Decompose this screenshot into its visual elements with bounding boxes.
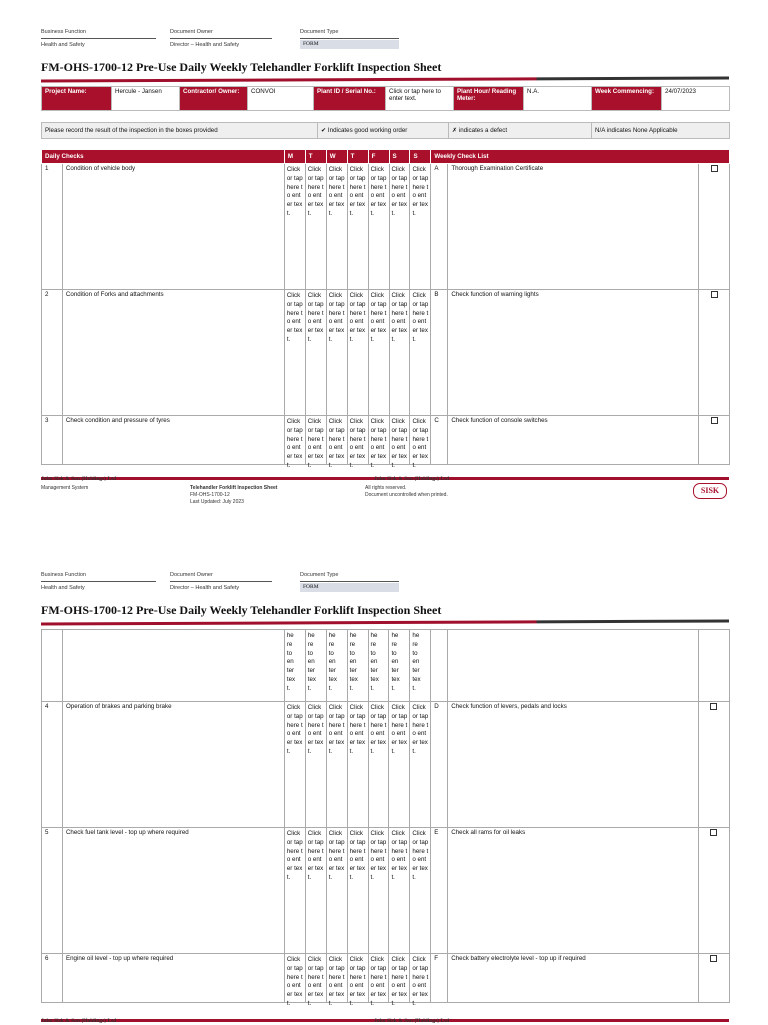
business-function-value: Health and Safety xyxy=(41,42,85,48)
day-input-4[interactable]: Click or tap here to enter text. xyxy=(368,164,389,290)
weekly-checkbox[interactable] xyxy=(699,416,730,465)
weekly-label: Check all rams for oil leaks xyxy=(448,828,699,954)
day-input-0[interactable]: Click or tap here to enter text. xyxy=(284,828,305,954)
footer-rights-company: John Sisk & Son (Holdings) Ltd xyxy=(374,1018,450,1024)
footer-uncontrolled: Document uncontrolled when printed. xyxy=(365,492,448,498)
document-type-label: Document Type xyxy=(300,572,339,578)
table-row xyxy=(42,702,730,828)
daily-checks-header: Daily Checks xyxy=(42,150,285,164)
table-row xyxy=(42,290,730,416)
day-input-0[interactable]: Click or tap here to enter text. xyxy=(284,702,305,828)
day-input-text: Click or tap here to enter text. xyxy=(370,956,387,1007)
title-rule xyxy=(41,76,729,82)
footer-updated: Last Updated: July 2023 xyxy=(190,499,244,505)
checkbox-icon xyxy=(710,703,717,710)
day-header-mon: M xyxy=(284,150,305,164)
weekly-checkbox[interactable] xyxy=(699,164,730,290)
day-input-3[interactable]: Click or tap here to enter text. xyxy=(347,828,368,954)
weekly-label: Check function of console switches xyxy=(448,416,699,465)
checkbox-icon xyxy=(710,829,717,836)
check-label: Condition of vehicle body xyxy=(62,164,284,290)
daily-checks-table-continued xyxy=(41,629,730,1007)
weekly-letter: F xyxy=(431,954,448,1003)
day-input-2[interactable]: Click or tap here to enter text. xyxy=(326,828,347,954)
check-number: 3 xyxy=(42,416,63,465)
week-label: Week Commencing: xyxy=(592,87,662,111)
business-function-label: Business Function xyxy=(41,572,86,578)
day-input-3[interactable]: Click or tap here to enter text. xyxy=(347,702,368,828)
day-input-text: Click or tap here to enter text. xyxy=(391,956,408,1007)
day-header-wed: W xyxy=(326,150,347,164)
check-label: Check condition and pressure of tyres xyxy=(62,416,284,465)
day-input-continued[interactable]: he re to en ter tex t. xyxy=(389,630,410,702)
daily-checks-table xyxy=(41,149,730,469)
day-header-sat: S xyxy=(389,150,410,164)
check-label: Condition of Forks and attachments xyxy=(62,290,284,416)
weekly-letter: A xyxy=(431,164,448,290)
weekly-letter: C xyxy=(431,416,448,465)
check-number: 2 xyxy=(42,290,63,416)
weekly-checkbox[interactable] xyxy=(698,702,729,828)
company-logo: SISK xyxy=(693,483,727,499)
day-input-5[interactable] xyxy=(389,954,410,1007)
weekly-label: Thorough Examination Certificate xyxy=(448,164,699,290)
legend-instruction: Please record the result of the inspection in the boxes provided xyxy=(42,123,318,139)
day-input-text: Click or tap here to enter text. xyxy=(286,418,303,469)
contractor-label: Contractor/ Owner: xyxy=(180,87,248,111)
day-input-2[interactable] xyxy=(326,416,347,469)
table-row xyxy=(42,954,730,1003)
weekly-checkbox[interactable] xyxy=(699,290,730,416)
day-input-continued[interactable]: he re to en ter tex t. xyxy=(368,630,389,702)
weekly-checkbox[interactable] xyxy=(698,954,729,1003)
day-input-0[interactable]: Click or tap here to enter text. xyxy=(284,164,305,290)
plant-hour-field[interactable]: N.A. xyxy=(524,87,592,111)
day-input-text: Click or tap here to enter text. xyxy=(328,418,345,469)
day-input-5[interactable] xyxy=(389,416,410,469)
day-input-3[interactable]: Click or tap here to enter text. xyxy=(347,290,368,416)
divider xyxy=(41,581,156,582)
day-input-5[interactable]: Click or tap here to enter text. xyxy=(389,828,410,954)
document-owner-value: Director – Health and Safety xyxy=(170,585,240,591)
business-function-value: Health and Safety xyxy=(41,585,85,591)
document-type-label: Document Type xyxy=(300,29,339,35)
day-input-6[interactable]: Click or tap here to enter text. xyxy=(410,164,431,290)
contractor-field[interactable]: CONVOI xyxy=(248,87,314,111)
weekly-label: Check function of warning lights xyxy=(448,290,699,416)
check-number: 1 xyxy=(42,164,63,290)
project-info-table xyxy=(41,86,730,111)
divider xyxy=(170,38,272,39)
table-row xyxy=(42,828,730,954)
plant-hour-label: Plant Hour/ Reading Meter: xyxy=(454,87,524,111)
footer-system: Management System xyxy=(41,485,89,491)
document-owner-label: Document Owner xyxy=(170,572,213,578)
day-input-continued[interactable]: he re to en ter tex t. xyxy=(284,630,305,702)
legend-na: N/A indicates None Applicable xyxy=(592,123,730,139)
footer-rights-company: John Sisk & Son (Holdings) Ltd xyxy=(374,476,450,482)
day-input-5[interactable]: Click or tap here to enter text. xyxy=(389,702,410,828)
day-input-1[interactable]: Click or tap here to enter text. xyxy=(305,290,326,416)
title-rule xyxy=(41,619,729,625)
day-input-6[interactable] xyxy=(410,954,431,1007)
legend-good: ✔ Indicates good working order xyxy=(318,123,449,139)
day-input-6[interactable]: Click or tap here to enter text. xyxy=(410,702,431,828)
document-owner-label: Document Owner xyxy=(170,29,213,35)
day-input-continued[interactable]: he re to en ter tex t. xyxy=(326,630,347,702)
day-input-6[interactable]: Click or tap here to enter text. xyxy=(410,828,431,954)
check-number: 5 xyxy=(42,828,63,954)
day-input-1[interactable] xyxy=(305,954,326,1007)
checkbox-icon xyxy=(711,291,718,298)
checkbox-icon xyxy=(711,165,718,172)
week-field[interactable]: 24/07/2023 xyxy=(662,87,730,111)
day-input-4[interactable]: Click or tap here to enter text. xyxy=(368,828,389,954)
weekly-letter: D xyxy=(431,702,448,828)
footer-company: John Sisk & Son (Holdings) Ltd xyxy=(41,1018,117,1024)
day-input-continued[interactable]: he re to en ter tex t. xyxy=(347,630,368,702)
plant-id-field[interactable]: Click or tap here to enter text. xyxy=(386,87,454,111)
page-title: FM-OHS-1700-12 Pre-Use Daily Weekly Telehandler Forklift Inspection Sheet xyxy=(41,60,442,74)
day-input-text: Click or tap here to enter text. xyxy=(349,418,366,469)
check-number: 4 xyxy=(42,702,63,828)
footer-company: John Sisk & Son (Holdings) Ltd xyxy=(41,476,117,482)
day-input-0[interactable] xyxy=(284,416,305,469)
day-input-2[interactable]: Click or tap here to enter text. xyxy=(326,290,347,416)
page-title: FM-OHS-1700-12 Pre-Use Daily Weekly Telehandler Forklift Inspection Sheet xyxy=(41,603,442,617)
footer-sheet-title: Telehandler Forklift Inspection Sheet xyxy=(190,485,278,491)
day-header-thu: T xyxy=(347,150,368,164)
table-row xyxy=(42,164,730,290)
day-input-0[interactable] xyxy=(284,954,305,1007)
day-input-5[interactable]: Click or tap here to enter text. xyxy=(389,164,410,290)
project-name-label: Project Name: xyxy=(42,87,112,111)
check-number: 6 xyxy=(42,954,63,1003)
day-input-6[interactable] xyxy=(410,416,431,469)
document-owner-value: Director – Health and Safety xyxy=(170,42,240,48)
day-input-text: Click or tap here to enter text. xyxy=(412,418,429,469)
check-label: Engine oil level - top up where required xyxy=(62,954,284,1003)
day-input-text: Click or tap here to enter text. xyxy=(307,418,324,469)
day-input-6[interactable]: Click or tap here to enter text. xyxy=(410,290,431,416)
weekly-letter: B xyxy=(431,290,448,416)
day-input-1[interactable] xyxy=(305,416,326,469)
day-input-2[interactable] xyxy=(326,954,347,1007)
day-input-text: Click or tap here to enter text. xyxy=(370,418,387,469)
day-input-1[interactable]: Click or tap here to enter text. xyxy=(305,828,326,954)
day-input-text: Click or tap here to enter text. xyxy=(391,418,408,469)
plant-id-label: Plant ID / Serial No.: xyxy=(314,87,386,111)
document-type-field[interactable]: FORM xyxy=(300,40,399,49)
day-input-4[interactable]: Click or tap here to enter text. xyxy=(368,702,389,828)
day-input-1[interactable]: Click or tap here to enter text. xyxy=(305,164,326,290)
day-input-3[interactable] xyxy=(347,954,368,1007)
divider xyxy=(300,581,399,582)
project-name-field[interactable]: Hercule - Jansen xyxy=(112,87,180,111)
weekly-header: Weekly Check List xyxy=(431,150,730,164)
day-input-3[interactable] xyxy=(347,416,368,469)
day-input-text: Click or tap here to enter text. xyxy=(328,956,345,1007)
page-2 xyxy=(0,545,768,1024)
day-header-fri: F xyxy=(368,150,389,164)
divider xyxy=(300,38,399,39)
divider xyxy=(41,38,156,39)
check-label: Operation of brakes and parking brake xyxy=(62,702,284,828)
day-input-2[interactable]: Click or tap here to enter text. xyxy=(326,164,347,290)
day-input-continued[interactable]: he re to en ter tex t. xyxy=(305,630,326,702)
weekly-letter: E xyxy=(431,828,448,954)
weekly-label: Check battery electrolyte level - top up if required xyxy=(448,954,699,1003)
footer-rights: All rights reserved. xyxy=(365,485,407,491)
day-input-text: Click or tap here to enter text. xyxy=(307,956,324,1007)
day-input-text: Click or tap here to enter text. xyxy=(286,956,303,1007)
day-input-4[interactable] xyxy=(368,416,389,469)
day-input-2[interactable]: Click or tap here to enter text. xyxy=(326,702,347,828)
table-row xyxy=(42,416,730,465)
business-function-label: Business Function xyxy=(41,29,86,35)
day-input-continued[interactable]: he re to en ter tex t. xyxy=(410,630,431,702)
page-1 xyxy=(0,0,768,512)
document-type-field[interactable]: FORM xyxy=(300,583,399,592)
day-input-4[interactable]: Click or tap here to enter text. xyxy=(368,290,389,416)
table-row xyxy=(42,630,730,702)
divider xyxy=(170,581,272,582)
weekly-checkbox[interactable] xyxy=(698,828,729,954)
day-input-4[interactable] xyxy=(368,954,389,1007)
legend-table xyxy=(41,122,730,139)
checkbox-icon xyxy=(710,955,717,962)
day-input-3[interactable]: Click or tap here to enter text. xyxy=(347,164,368,290)
check-label: Check fuel tank level - top up where required xyxy=(62,828,284,954)
day-input-1[interactable]: Click or tap here to enter text. xyxy=(305,702,326,828)
day-input-5[interactable]: Click or tap here to enter text. xyxy=(389,290,410,416)
day-header-sun: S xyxy=(410,150,431,164)
weekly-label: Check function of levers, pedals and locks xyxy=(448,702,699,828)
day-input-0[interactable]: Click or tap here to enter text. xyxy=(284,290,305,416)
day-input-text: Click or tap here to enter text. xyxy=(412,956,429,1007)
footer-doc-code: FM-OHS-1700-12 xyxy=(190,492,230,498)
day-input-text: Click or tap here to enter text. xyxy=(349,956,366,1007)
day-header-tue: T xyxy=(305,150,326,164)
legend-defect: ✗ indicates a defect xyxy=(449,123,592,139)
checkbox-icon xyxy=(711,417,718,424)
